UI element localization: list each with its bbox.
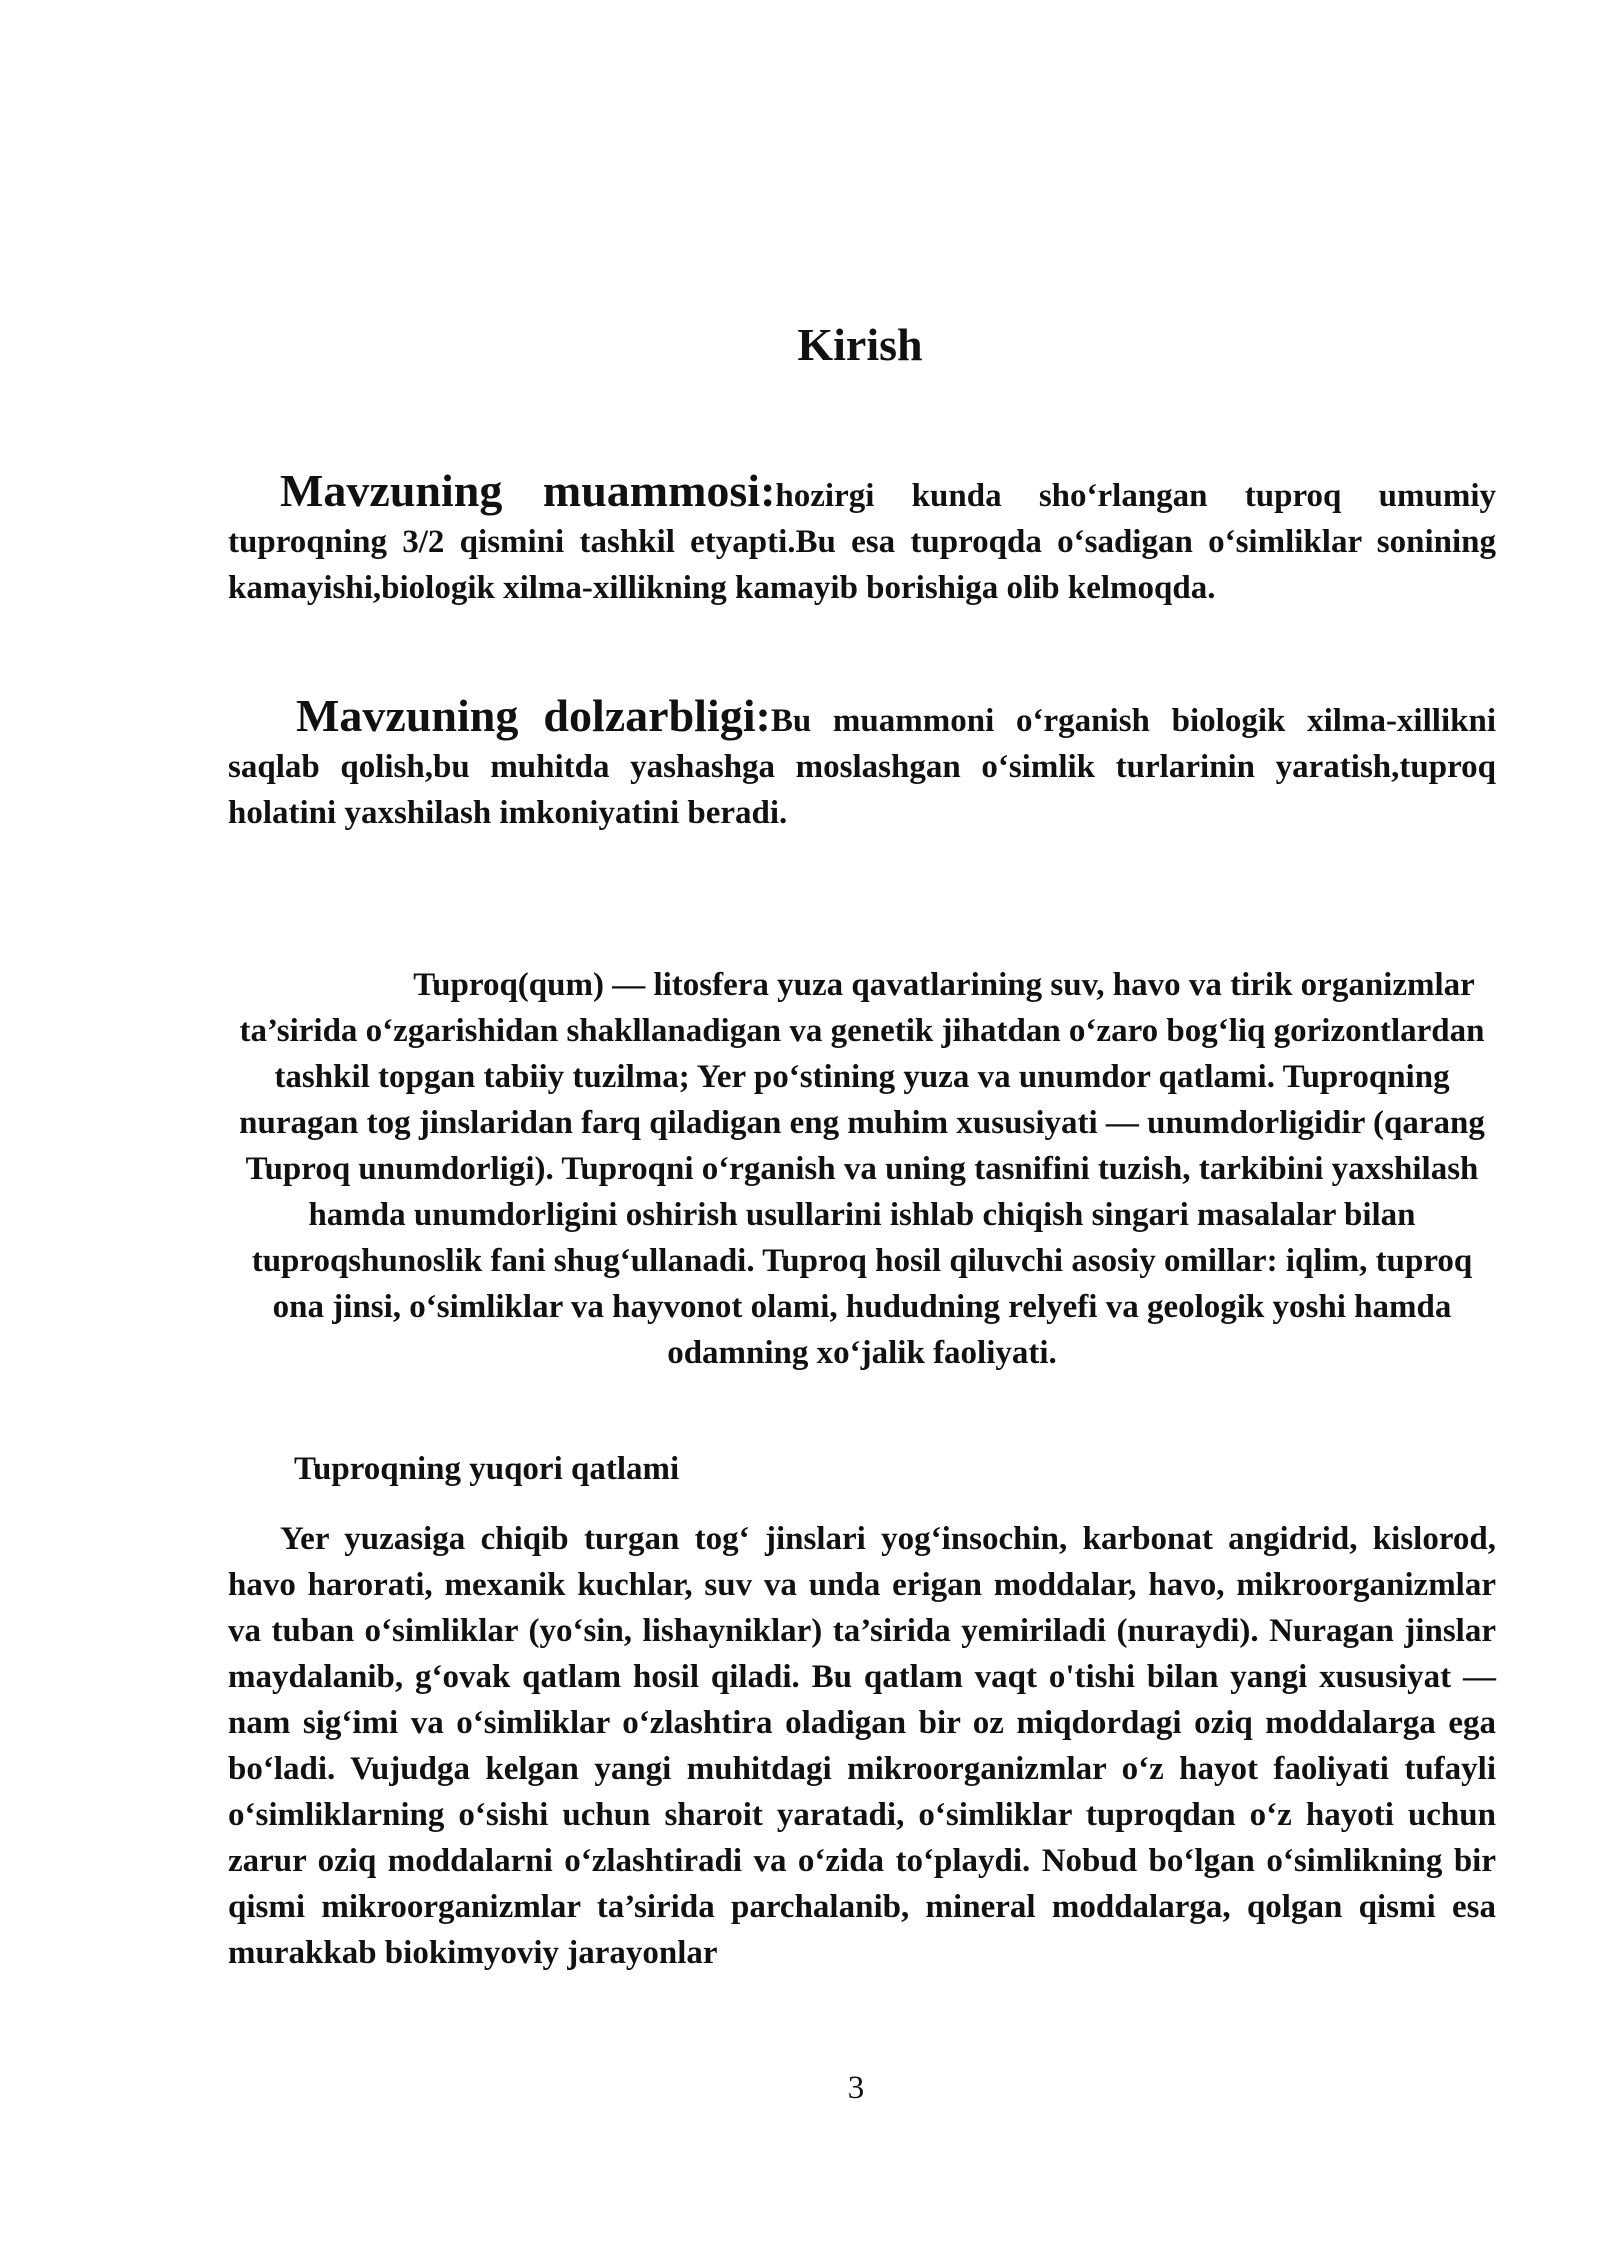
relevance-paragraph — [228, 690, 1496, 836]
section-subheading: Tuproqning yuqori qatlami — [294, 1451, 680, 1487]
definition-paragraph — [232, 962, 1492, 1376]
problem-heading: Mavzuning muammosi: — [280, 465, 776, 516]
page-title: Kirish — [797, 319, 923, 370]
relevance-text: Bu muammoni o‘rganish biologik xilma-xillikni saqlab qolish,bu muhitda yashashga moslashgan o‘simlik turlarinin yaratish,tuproq holatini yaxshilash imkoniyatini beradi. — [228, 703, 1496, 831]
definition-text: Tuproq(qum) — litosfera yuza qavatlarining suv, havo va tirik organizmlar ta’sirida o‘zgarishidan shakllanadigan va genetik jihatdan o‘zaro bog‘liq gorizontlardan tashkil topgan tabiiy tuzilma; Yer po‘stining yuza va unumdor qatlami. Tuproqning nuragan tog jinslaridan farq qiladigan eng muhim xususiyati — unumdorligidir (qarang Tuproq unumdorligi). Tuproqni o‘rganish va uning tasnifini tuzish, tarkibini yaxshilash hamda unumdorligini oshirish usullarini ishlab chiqish singari masalalar bilan tuproqshunoslik fani shug‘ullanadi. Tuproq hosil qiluvchi asosiy omillar: iqlim, tuproq ona jinsi, o‘simliklar va hayvonot olami, hududning relyefi va geologik yoshi hamda odamning xo‘jalik faoliyati. — [239, 967, 1485, 1371]
page-number: 3 — [847, 2070, 865, 2106]
problem-paragraph — [228, 465, 1497, 611]
problem-text: hozirgi kunda sho‘rlangan tuproq umumiy tuproqning 3/2 qismini tashkil etyapti.Bu esa tuproqda o‘sadigan o‘simliklar sonining kamayishi,biologik xilma-xillikning kamayib borishiga olib kelmoqda. — [228, 478, 1497, 606]
body-paragraph: Yer yuzasiga chiqib turgan tog‘ jinslari yog‘insochin, karbonat angidrid, kislorod, havo harorati, mexanik kuchlar, suv va unda erigan moddalar, havo, mikroorganizmlar va tuban o‘simliklar (yo‘sin, lishayniklar) ta’sirida yemiriladi (nuraydi). Nuragan jinslar maydalanib, g‘ovak qatlam hosil qiladi. Bu qatlam vaqt o'tishi bilan yangi xususiyat — nam sig‘imi va o‘simliklar o‘zlashtira oladigan bir oz miqdordagi oziq moddalarga ega bo‘ladi. Vujudga kelgan yangi muhitdagi mikroorganizmlar o‘z hayot faoliyati tufayli o‘simliklarning o‘sishi uchun sharoit yaratadi, o‘simliklar tuproqdan o‘z hayoti uchun zarur oziq moddalarni o‘zlashtiradi va o‘zida to‘playdi. Nobud bo‘lgan o‘simlikning bir qismi mikroorganizmlar ta’sirida parchalanib, mineral moddalarga, qolgan qismi esa murakkab biokimyoviy jarayonlar — [228, 1521, 1496, 1971]
relevance-heading: Mavzuning dolzarbligi: — [296, 690, 771, 741]
